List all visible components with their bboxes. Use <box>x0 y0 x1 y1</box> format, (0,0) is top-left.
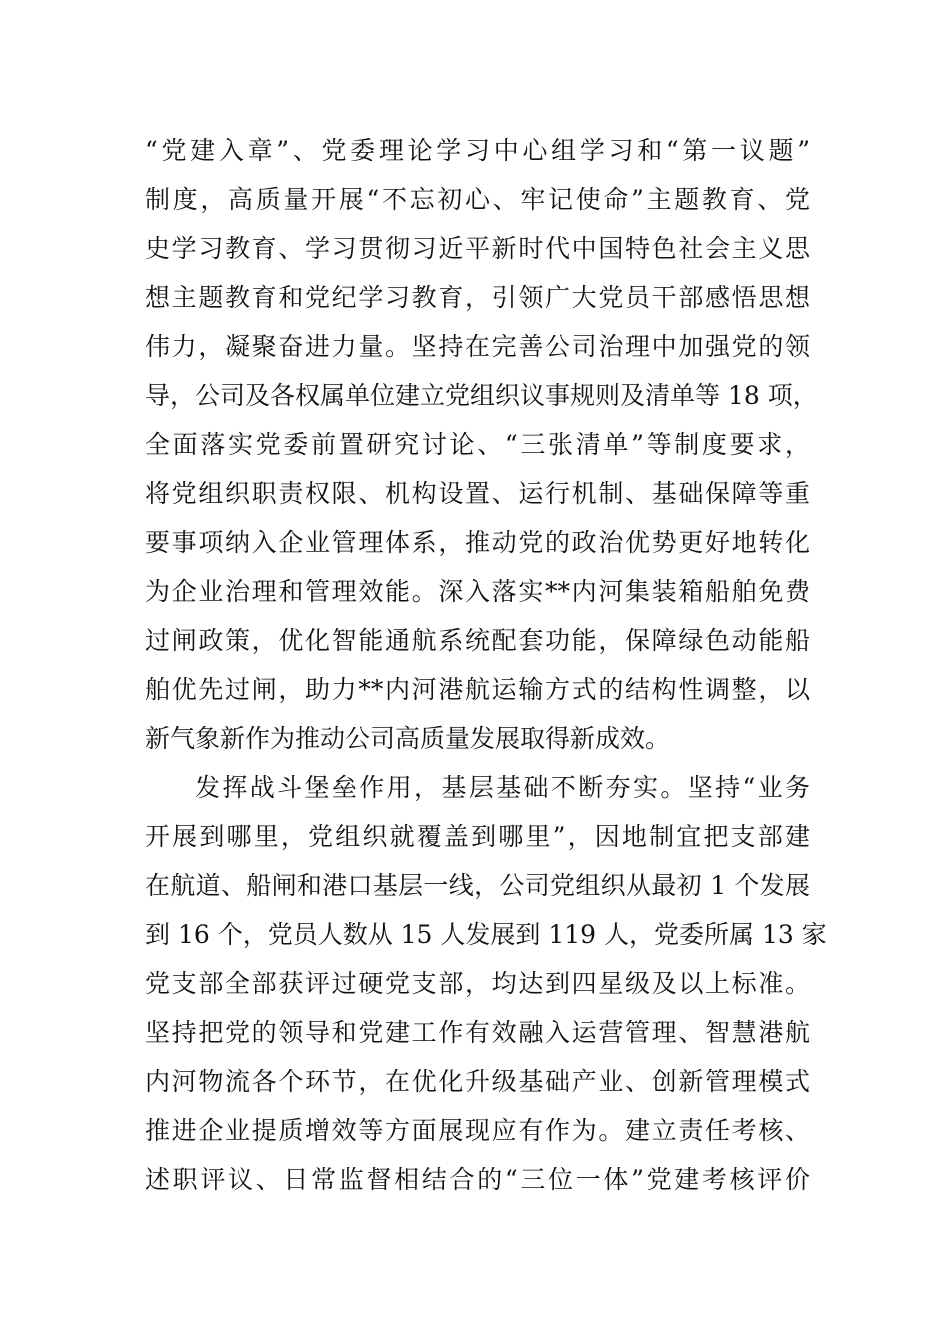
paragraph-line: 到 16 个，党员人数从 15 人发展到 119 人，党委所属 13 家 <box>145 920 827 949</box>
paragraph-line: 坚持把党的领导和党建工作有效融入运营管理、智慧港航 <box>145 1018 810 1047</box>
paragraph-line: 为企业治理和管理效能。深入落实**内河集装箱船舶免费 <box>145 577 810 606</box>
paragraph-line: 过闸政策，优化智能通航系统配套功能，保障绿色动能船 <box>145 626 810 655</box>
paragraph-line: “党建入章”、党委理论学习中心组学习和“第一议题” <box>145 136 810 165</box>
paragraph-line: 党支部全部获评过硬党支部，均达到四星级及以上标准。 <box>145 969 810 998</box>
paragraph-line: 导，公司及各权属单位建立党组织议事规则及清单等 18 项， <box>145 381 818 410</box>
paragraph-line: 全面落实党委前置研究讨论、“三张清单”等制度要求， <box>145 430 810 459</box>
paragraph-line: 开展到哪里，党组织就覆盖到哪里”，因地制宜把支部建 <box>145 822 810 851</box>
document-body <box>145 126 827 1204</box>
paragraph-line: 制度，高质量开展“不忘初心、牢记使命”主题教育、党 <box>145 185 810 214</box>
paragraph-line: 述职评议、日常监督相结合的“三位一体”党建考核评价 <box>145 1165 810 1194</box>
paragraph-line: 史学习教育、学习贯彻习近平新时代中国特色社会主义思 <box>145 234 810 263</box>
paragraph-2 <box>145 763 827 1204</box>
paragraph-line: 舶优先过闸，助力**内河港航运输方式的结构性调整，以 <box>145 675 810 704</box>
paragraph-line: 发挥战斗堡垒作用，基层基础不断夯实。坚持“业务 <box>195 773 810 802</box>
paragraph-line: 伟力，凝聚奋进力量。坚持在完善公司治理中加强党的领 <box>145 332 810 361</box>
paragraph-1 <box>145 126 818 763</box>
paragraph-line: 内河物流各个环节，在优化升级基础产业、创新管理模式 <box>145 1067 810 1096</box>
paragraph-line: 要事项纳入企业管理体系，推动党的政治优势更好地转化 <box>145 528 810 557</box>
paragraph-line: 在航道、船闸和港口基层一线，公司党组织从最初 1 个发展 <box>145 871 810 900</box>
paragraph-line: 想主题教育和党纪学习教育，引领广大党员干部感悟思想 <box>145 283 810 312</box>
paragraph-line: 将党组织职责权限、机构设置、运行机制、基础保障等重 <box>145 479 810 508</box>
paragraph-line: 新气象新作为推动公司高质量发展取得新成效。 <box>145 724 671 753</box>
paragraph-line: 推进企业提质增效等方面展现应有作为。建立责任考核、 <box>145 1116 810 1145</box>
